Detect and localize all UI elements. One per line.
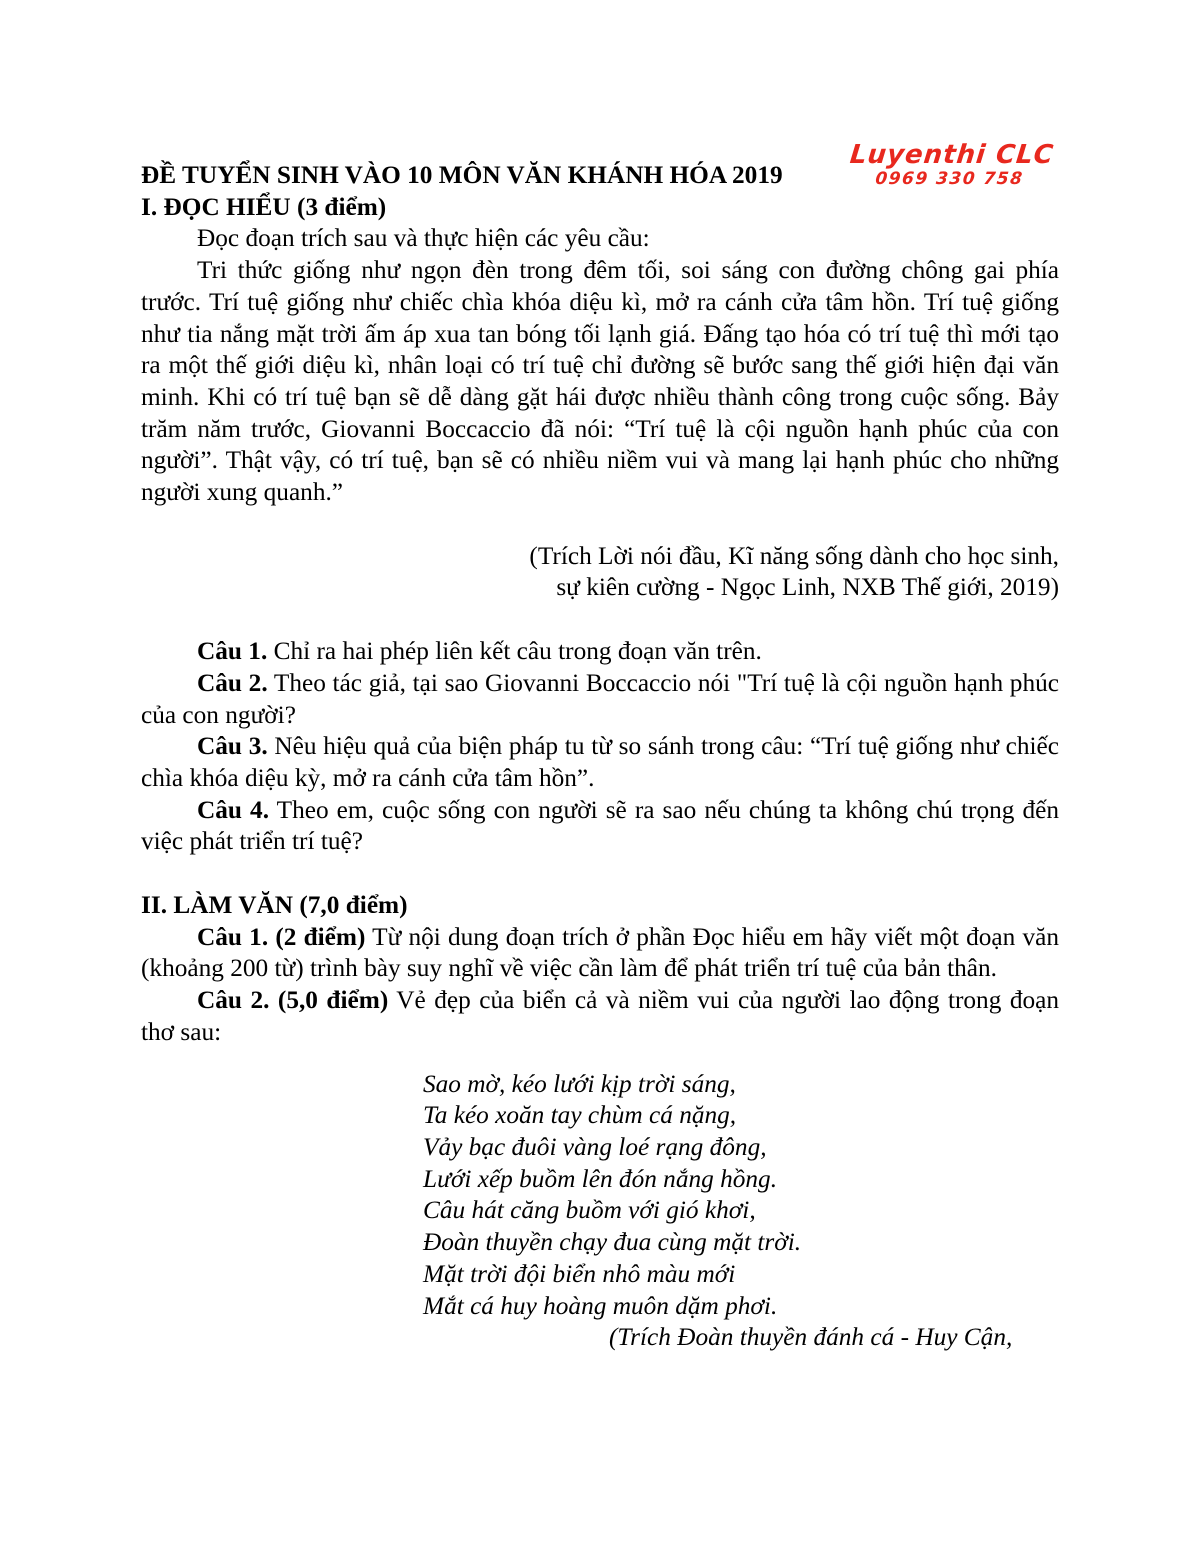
- document-page: [141, 160, 1059, 1354]
- part1-instruction: Đọc đoạn trích sau và thực hiện các yêu cầu:: [197, 224, 650, 253]
- source-line-2: sự kiên cường - Ngọc Linh, NXB Thế giới, 2019): [556, 573, 1059, 602]
- question-text: Theo em, cuộc sống con người sẽ ra sao nếu chúng ta không chú trọng đến việc phát triển trí tuệ?: [141, 795, 1059, 856]
- document-title: ĐỀ TUYỂN SINH VÀO 10 MÔN VĂN KHÁNH HÓA 2019: [141, 161, 783, 189]
- question-text: Chỉ ra hai phép liên kết câu trong đoạn văn trên.: [267, 637, 762, 666]
- question-text: Theo tác giả, tại sao Giovanni Boccaccio nói "Trí tuệ là cội nguồn hạnh phúc của con người?: [141, 668, 1059, 729]
- question-1: [141, 636, 1059, 668]
- question-label: Câu 1. (2 điểm): [197, 922, 366, 951]
- poem-line: Mặt trời đội biển nhô màu mới: [423, 1259, 736, 1288]
- essay-question-1: [141, 922, 1059, 985]
- question-4: [141, 795, 1059, 858]
- poem: [423, 1069, 1059, 1323]
- question-text: Từ nội dung đoạn trích ở phần Đọc hiểu em hãy viết một đoạn văn (khoảng 200 từ) trình bày suy nghĩ về việc cần làm để phát triển trí tuệ của bản thân.: [141, 922, 1059, 983]
- question-text: Vẻ đẹp của biển cả và niềm vui của người lao động trong đoạn thơ sau:: [141, 986, 1059, 1046]
- poem-line: Sao mờ, kéo lưới kịp trời sáng,: [423, 1069, 736, 1098]
- question-label: Câu 4.: [197, 795, 270, 824]
- poem-line: Lưới xếp buồm lên đón nắng hồng.: [423, 1164, 778, 1193]
- poem-line: Đoàn thuyền chạy đua cùng mặt trời.: [423, 1228, 802, 1257]
- watermark-name: Luyenthi CLC: [848, 140, 1056, 170]
- question-3: [141, 731, 1059, 794]
- source-line-1: (Trích Lời nói đầu, Kĩ năng sống dành cho học sinh,: [529, 541, 1059, 570]
- part1-heading: I. ĐỌC HIỂU (3 điểm): [141, 192, 387, 221]
- question-text: Nêu hiệu quả của biện pháp tu từ so sánh trong câu: “Trí tuệ giống như chiếc chìa khóa diệu kỳ, mở ra cánh cửa tâm hồn”.: [141, 732, 1059, 792]
- watermark-phone: 0969 330 758: [874, 169, 1025, 189]
- poem-line: Vảy bạc đuôi vàng loé rạng đông,: [423, 1132, 767, 1161]
- passage: Tri thức giống như ngọn đèn trong đêm tối, soi sáng con đường chông gai phía trước. Trí tuệ giống như chiếc chìa khóa diệu kì, mở ra cánh cửa tâm hồn. Trí tuệ giống như tia nắng mặt trời ấm áp xua tan bóng tối lạnh giá. Đấng tạo hóa có trí tuệ thì mới tạo ra một thế giới diệu kì, nhân loại có trí tuệ chỉ đường sẽ bước sang thế giới hiện đại văn minh. Khi có trí tuệ bạn sẽ dễ dàng gặt hái được nhiều thành công trong cuộc sống. Bảy trăm năm trước, Giovanni Boccaccio đã nói: “Trí tuệ là cội nguồn hạnh phúc của con người”. Thật vậy, có trí tuệ, bạn sẽ có nhiều niềm vui và mang lại hạnh phúc cho những người xung quanh.”: [141, 256, 1059, 507]
- question-label: Câu 3.: [197, 732, 268, 761]
- poem-source: (Trích Đoàn thuyền đánh cá - Huy Cận,: [609, 1323, 1013, 1352]
- question-label: Câu 1.: [197, 637, 268, 666]
- poem-line: Câu hát căng buồm với gió khơi,: [423, 1196, 756, 1225]
- question-label: Câu 2.: [197, 668, 268, 697]
- poem-line: Mắt cá huy hoàng muôn dặm phơi.: [423, 1291, 778, 1320]
- part2-heading: II. LÀM VĂN (7,0 điểm): [141, 891, 408, 920]
- poem-line: Ta kéo xoăn tay chùm cá nặng,: [423, 1101, 737, 1130]
- question-2: [141, 668, 1059, 731]
- essay-question-2: [141, 985, 1059, 1048]
- passage-source: [141, 541, 1059, 604]
- question-label: Câu 2. (5,0 điểm): [197, 986, 389, 1015]
